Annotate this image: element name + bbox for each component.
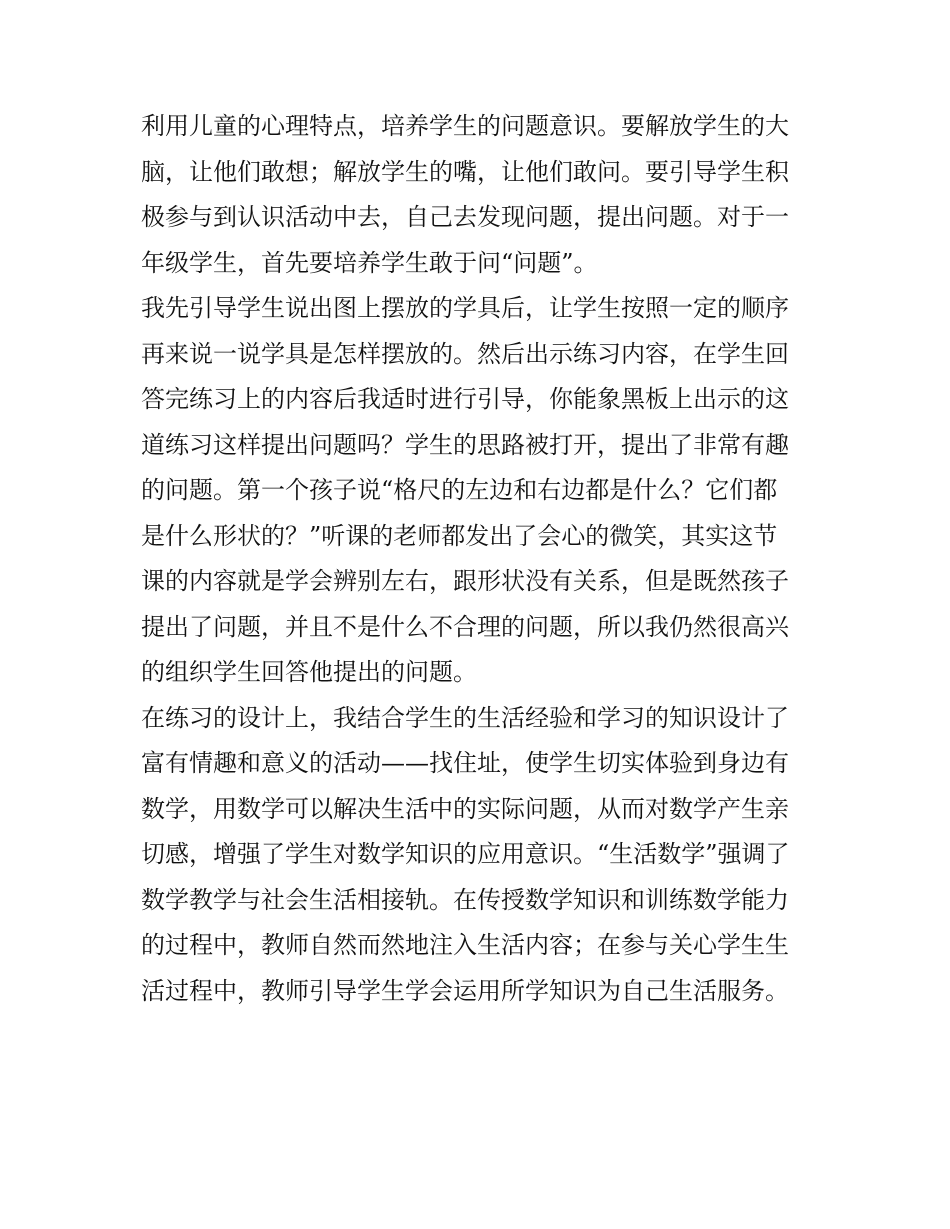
text-line: 脑，让他们敢想；解放学生的嘴，让他们敢问。要引导学生积 <box>141 157 789 186</box>
text-line: 再来说一说学具是怎样摆放的。然后出示练习内容，在学生回 <box>141 339 789 368</box>
text-line: 利用儿童的心理特点，培养学生的问题意识。要解放学生的大 <box>141 112 789 140</box>
text-line: 数学教学与社会生活相接轨。在传授数学知识和训练数学能力 <box>141 885 789 914</box>
text-line: 活过程中，教师引导学生学会运用所学知识为自己生活服务。 <box>141 976 789 1005</box>
text-line: 切感，增强了学生对数学知识的应用意识。“生活数学”强调了 <box>141 840 790 868</box>
text-line: 答完练习上的内容后我适时进行引导，你能象黑板上出示的这 <box>141 385 789 413</box>
text-line: 的组织学生回答他提出的问题。 <box>141 658 477 686</box>
text-line: 年级学生，首先要培养学生敢于问“问题”。 <box>141 248 598 277</box>
text-line: 数学，用数学可以解决生活中的实际问题，从而对数学产生亲 <box>141 794 789 823</box>
text-line: 富有情趣和意义的活动——找住址，使学生切实体验到身边有 <box>141 749 789 777</box>
text-line: 我先引导学生说出图上摆放的学具后，让学生按照一定的顺序 <box>141 294 789 322</box>
text-line: 在练习的设计上，我结合学生的生活经验和学习的知识设计了 <box>141 703 789 732</box>
text-line: 课的内容就是学会辨别左右，跟形状没有关系，但是既然孩子 <box>141 567 789 595</box>
text-line: 的过程中，教师自然而然地注入生活内容；在参与关心学生生 <box>141 931 789 959</box>
body-text <box>141 104 813 1014</box>
text-line: 道练习这样提出问题吗？学生的思路被打开，提出了非常有趣 <box>141 430 789 459</box>
text-line: 的问题。第一个孩子说“格尺的左边和右边都是什么？它们都 <box>141 476 778 504</box>
text-line: 提出了问题，并且不是什么不合理的问题，所以我仍然很高兴 <box>141 612 789 641</box>
text-line: 极参与到认识活动中去，自己去发现问题，提出问题。对于一 <box>141 203 789 231</box>
text-line: 是什么形状的？”听课的老师都发出了会心的微笑，其实这节 <box>141 521 778 550</box>
